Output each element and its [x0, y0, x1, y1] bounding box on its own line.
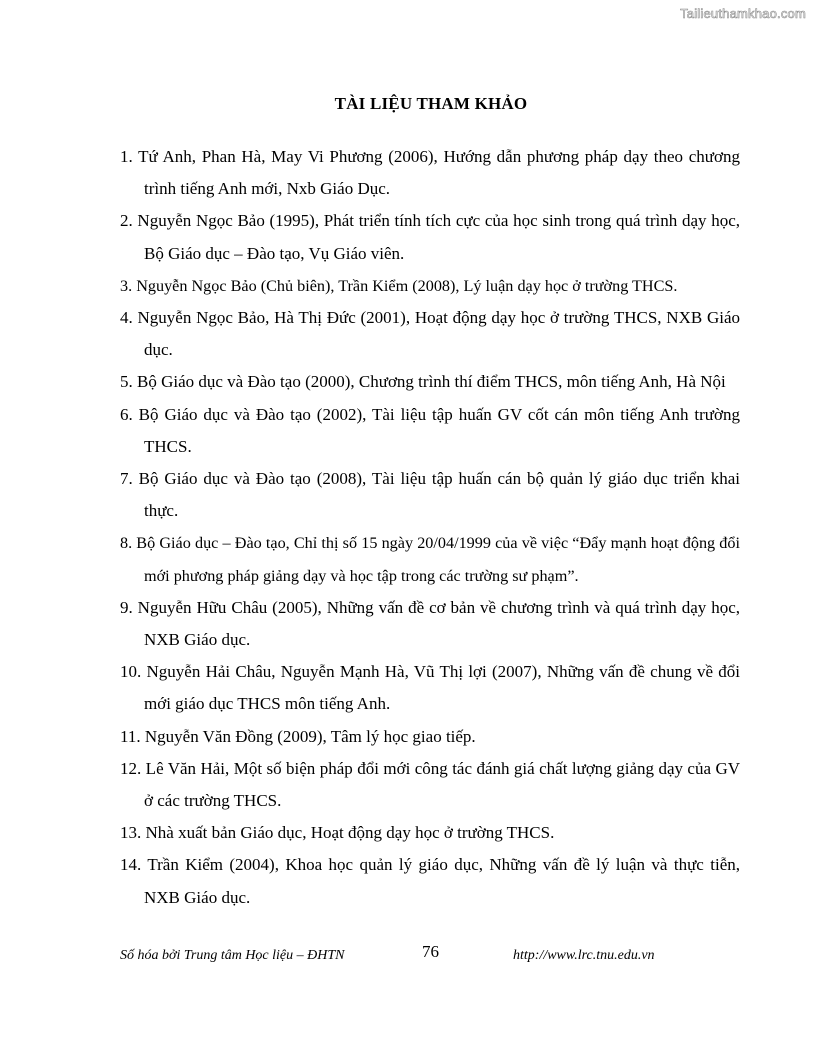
reference-item: 1. Tứ Anh, Phan Hà, May Vi Phương (2006), Hướng dẫn phương pháp dạy theo chương trình tiếng Anh mới, Nxb Giáo Dục. — [120, 147, 740, 199]
reference-item: 8. Bộ Giáo dục – Đào tạo, Chỉ thị số 15 ngày 20/04/1999 của về việc “Đẩy mạnh hoạt động đổi mới phương pháp giảng dạy và học tập trong các trường sư phạm”. — [120, 534, 740, 585]
reference-item: 14. Trần Kiểm (2004), Khoa học quản lý giáo dục, Những vấn đề lý luận và thực tiễn, NXB Giáo dục. — [120, 855, 740, 907]
footer-source: Số hóa bởi Trung tâm Học liệu – ĐHTN — [120, 948, 345, 963]
footer-url: http://www.lrc.tnu.edu.vn — [513, 948, 655, 963]
page-title: TÀI LIỆU THAM KHẢO — [334, 94, 528, 113]
reference-item: 9. Nguyễn Hữu Châu (2005), Những vấn đề cơ bản về chương trình và quá trình dạy học, NXB Giáo dục. — [120, 597, 740, 650]
reference-list — [120, 141, 740, 914]
reference-item: 4. Nguyễn Ngọc Bảo, Hà Thị Đức (2001), Hoạt động dạy học ở trường THCS, NXB Giáo dục. — [120, 308, 740, 360]
reference-item: 5. Bộ Giáo dục và Đào tạo (2000), Chương trình thí điểm THCS, môn tiếng Anh, Hà Nội — [120, 372, 726, 392]
reference-item: 11. Nguyễn Văn Đồng (2009), Tâm lý học giao tiếp. — [120, 726, 476, 746]
reference-item: 13. Nhà xuất bản Giáo dục, Hoạt động dạy học ở trường THCS. — [120, 823, 555, 843]
reference-item: 10. Nguyễn Hải Châu, Nguyễn Mạnh Hà, Vũ Thị lợi (2007), Những vấn đề chung về đổi mới giáo dục THCS môn tiếng Anh. — [120, 662, 740, 714]
reference-item: 12. Lê Văn Hải, Một số biện pháp đổi mới công tác đánh giá chất lượng giảng dạy của GV ở các trường THCS. — [120, 758, 740, 811]
reference-item: 7. Bộ Giáo dục và Đào tạo (2008), Tài liệu tập huấn cán bộ quản lý giáo dục triển khai thực. — [120, 469, 740, 521]
reference-item: 2. Nguyễn Ngọc Bảo (1995), Phát triển tính tích cực của học sinh trong quá trình dạy học, Bộ Giáo dục – Đào tạo, Vụ Giáo viên. — [120, 211, 740, 263]
watermark: Tailieuthamkhao.com — [680, 6, 806, 21]
page-number: 76 — [422, 942, 439, 961]
page-footer — [120, 942, 740, 972]
reference-item: 6. Bộ Giáo dục và Đào tạo (2002), Tài liệu tập huấn GV cốt cán môn tiếng Anh trường THCS. — [120, 404, 740, 456]
reference-item: 3. Nguyễn Ngọc Bảo (Chủ biên), Trần Kiểm (2008), Lý luận dạy học ở trường THCS. — [120, 276, 678, 295]
